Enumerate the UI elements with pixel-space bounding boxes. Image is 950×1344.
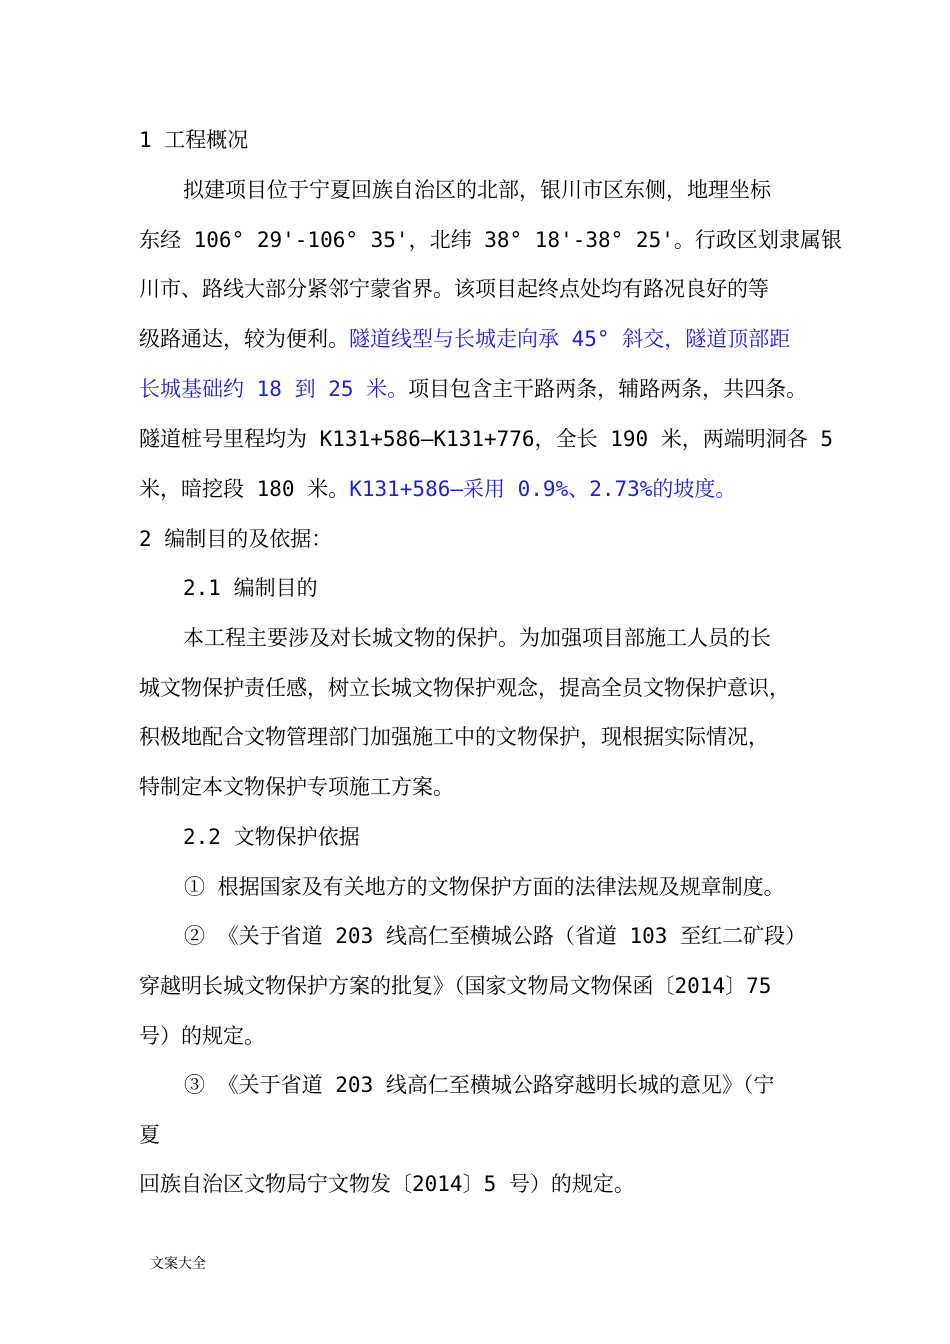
basis-item-3-line-3: 回族自治区文物局宁文物发〔2014〕5 号）的规定。: [139, 1172, 635, 1196]
overview-line-3: 川市、路线大部分紧邻宁蒙省界。该项目起终点处均有路况良好的等: [139, 277, 769, 301]
basis-item-1: ① 根据国家及有关地方的文物保护方面的法律法规及规章制度。: [184, 875, 785, 899]
section-1-heading: 1 工程概况: [139, 128, 249, 152]
overview-line-2: 东经 106° 29'-106° 35'，北纬 38° 18'-38° 25'。行政区划隶属银: [139, 228, 842, 252]
basis-item-3-line-2: 夏: [139, 1123, 160, 1147]
basis-item-3-line-1: ③ 《关于省道 203 线高仁至横城公路穿越明长城的意见》（宁: [184, 1073, 775, 1097]
overview-line-7: [139, 477, 736, 501]
subsection-2-2-heading: 2.2 文物保护依据: [183, 825, 360, 849]
overview-line-4: [139, 327, 790, 351]
overview-line-5-text: 项目包含主干路两条，辅路两条，共四条。: [408, 377, 808, 401]
overview-line-7-highlight: K131+586—采用 0.9%、2.73%的坡度。: [349, 477, 737, 501]
basis-item-2-line-2: 穿越明长城文物保护方案的批复》（国家文物局文物保函〔2014〕75: [139, 974, 772, 998]
overview-line-5: [139, 377, 807, 401]
page-footer: 文案大全: [150, 1256, 206, 1272]
overview-line-7-text: 米，暗挖段 180 米。: [139, 477, 350, 501]
purpose-line-4: 特制定本文物保护专项施工方案。: [139, 775, 454, 799]
section-2-heading: 2 编制目的及依据：: [139, 527, 333, 551]
overview-line-4-text: 级路通达，较为便利。: [139, 327, 349, 351]
overview-line-5-highlight: 长城基础约 18 到 25 米。: [139, 377, 409, 401]
overview-line-4-highlight: 隧道线型与长城走向承 45° 斜交，隧道顶部距: [349, 327, 791, 351]
basis-item-2-line-3: 号）的规定。: [139, 1024, 265, 1048]
purpose-line-2: 城文物保护责任感，树立长城文物保护观念，提高全员文物保护意识，: [139, 676, 790, 700]
overview-line-6: 隧道桩号里程均为 K131+586—K131+776，全长 190 米，两端明洞各 5: [139, 427, 834, 451]
subsection-2-1-heading: 2.1 编制目的: [183, 576, 318, 600]
basis-item-2-line-1: ② 《关于省道 203 线高仁至横城公路（省道 103 至红二矿段）: [184, 924, 807, 948]
purpose-line-3: 积极地配合文物管理部门加强施工中的文物保护，现根据实际情况，: [139, 725, 769, 749]
purpose-line-1: 本工程主要涉及对长城文物的保护。为加强项目部施工人员的长: [183, 626, 771, 650]
overview-line-1: 拟建项目位于宁夏回族自治区的北部，银川市区东侧，地理坐标: [183, 178, 771, 202]
